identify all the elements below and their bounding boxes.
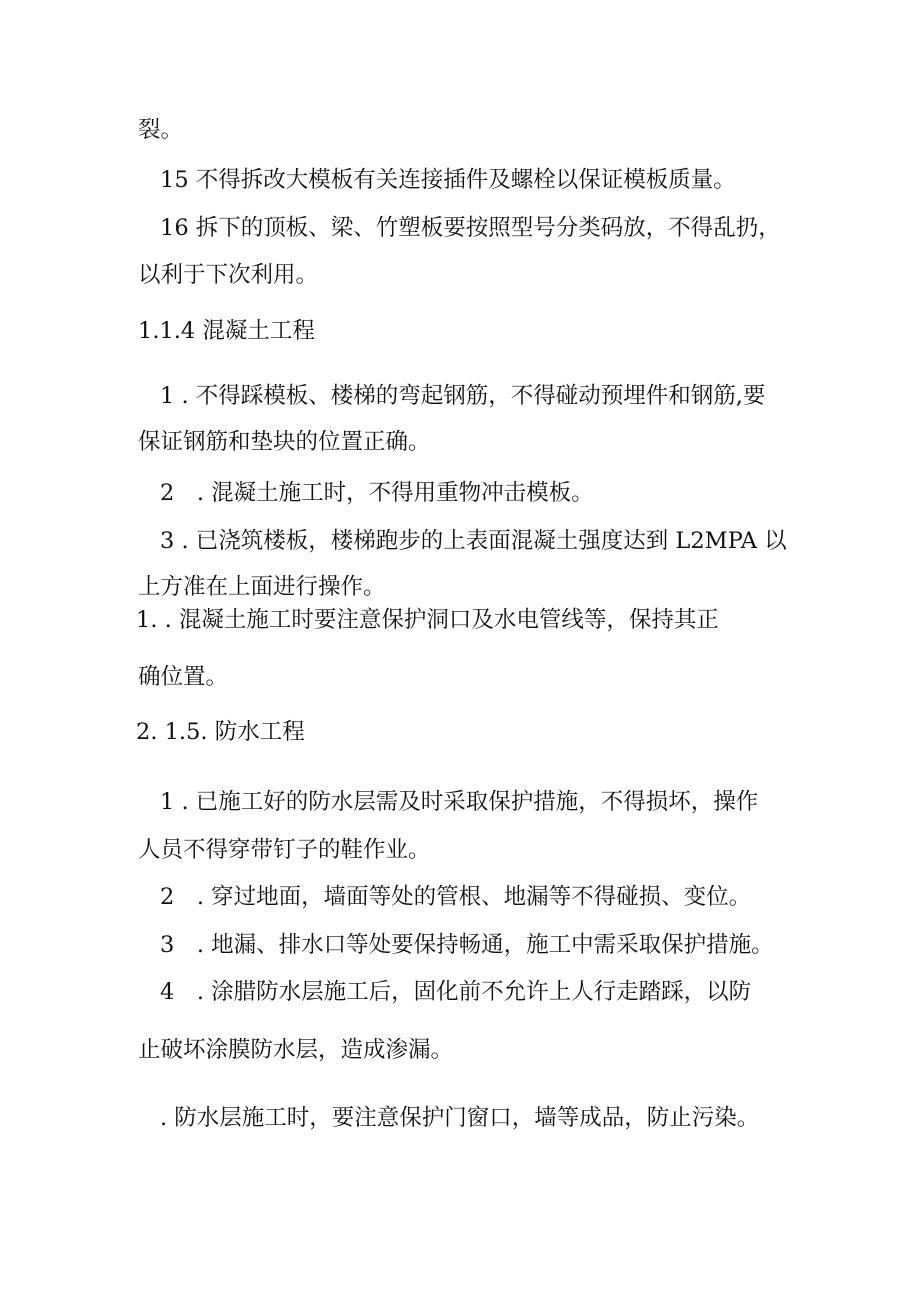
paragraph-line: 1. . 混凝土施工时要注意保护洞口及水电管线等，保持其正 [136,607,719,633]
paragraph-line: 止破坏涂膜防水层，造成渗漏。 [138,1037,454,1063]
paragraph-line: 1 . 已施工好的防水层需及时采取保护措施，不得损坏，操作 [160,789,759,815]
section-heading: 2. 1.5. 防水工程 [136,719,305,745]
paragraph-line: 15 不得拆改大模板有关连接插件及螺栓以保证模板质量。 [160,167,736,193]
paragraph-line: 2 . 穿过地面，墙面等处的管根、地漏等不得碰损、变位。 [160,884,752,910]
paragraph-line: 16 拆下的顶板、梁、竹塑板要按照型号分类码放，不得乱扔， [160,215,781,241]
paragraph-line: 上方准在上面进行操作。 [138,574,386,600]
paragraph-line: 以利于下次利用。 [138,262,319,288]
paragraph-line: 裂。 [138,117,184,143]
paragraph-line: 1 . 不得踩模板、楼梯的弯起钢筋，不得碰动预埋件和钢筋,要 [160,383,766,409]
paragraph-line: 人员不得穿带钉子的鞋作业。 [138,837,431,863]
paragraph-line: 3 . 地漏、排水口等处要保持畅通，施工中需采取保护措施。 [160,932,774,958]
paragraph-line: 2 . 混凝土施工时，不得用重物冲击模板。 [160,480,594,506]
paragraph-line: 4 . 涂腊防水层施工后，固化前不允许上人行走踏踩，以防 [160,979,752,1005]
paragraph-line: 确位置。 [138,664,229,690]
section-heading: 1.1.4 混凝土工程 [138,318,315,344]
paragraph-line: . 防水层施工时，要注意保护门窗口，墙等成品，防止污染。 [160,1105,760,1131]
paragraph-line: 保证钢筋和垫块的位置正确。 [138,429,431,455]
paragraph-line: 3 . 已浇筑楼板，楼梯跑步的上表面混凝土强度达到 L2MPA 以 [160,528,787,554]
